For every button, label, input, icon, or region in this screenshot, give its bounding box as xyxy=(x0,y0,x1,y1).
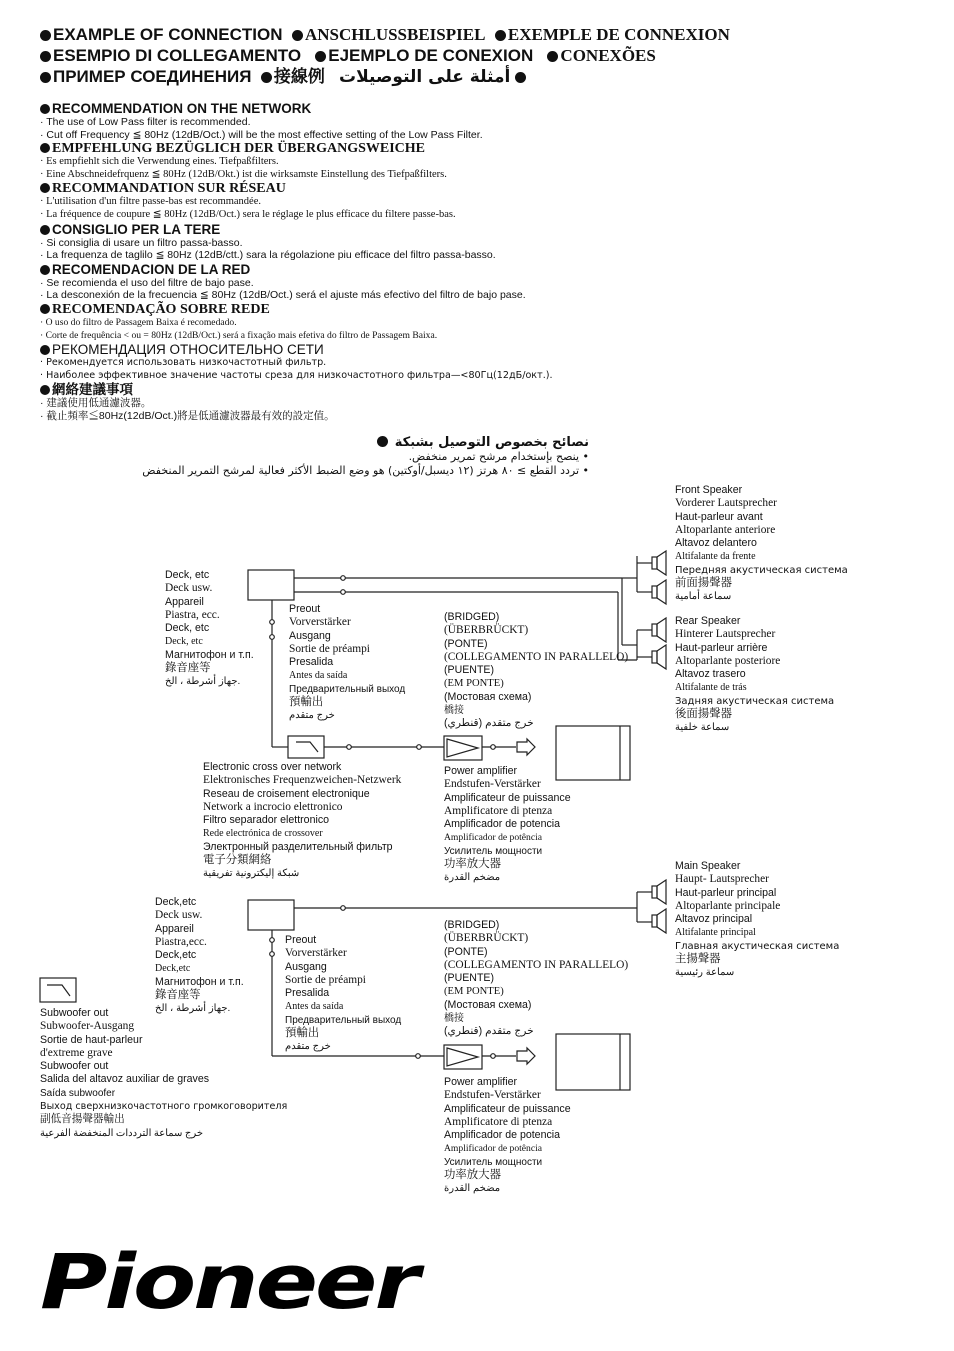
rec-heading-en: RECOMMENDATION ON THE NETWORK xyxy=(40,101,553,116)
deck-2-box xyxy=(248,900,294,930)
rec-line: · The use of Low Pass filter is recommended. xyxy=(40,116,251,128)
deck-1-box xyxy=(248,570,294,600)
title-it: ESEMPIO DI COLLEGAMENTO xyxy=(53,46,302,65)
deck-2-label: Deck,etc Deck usw. Appareil Piastra,ecc. Deck,etc Deck,etc Магнитофон и т.п. 錄音座等 جهاز أشرطة ، الخ. xyxy=(155,896,244,1015)
speaker-icon xyxy=(652,880,666,933)
deck-1-label: Deck, etc Deck usw. Appareil Piastra, ecc. Deck, etc Deck, etc Магнитофон и т.п. 錄音座等 جهاز أشرطة ، الخ. xyxy=(165,569,254,688)
rec-line: · O uso do filtro de Passagem Baixa é recomedado. xyxy=(40,316,237,328)
title-en: EXAMPLE OF CONNECTION xyxy=(53,25,283,44)
bridged-1-label: (BRIDGED) (ÜBERBRÜCKT) (PONTE) (COLLEGAMENTO IN PARALLELO) (PUENTE) (EM PONTE) (Мостовая схема) 橋接 خرج متقدم (قنطري) xyxy=(444,611,629,730)
title-zh: 接線例 xyxy=(273,67,325,86)
rec-line: · Eine Abschneidefrquenz ≦ 80Hz (12dB/Okt.) ist die wirksamste Einstellung des Tiefpaßfilters. xyxy=(40,168,447,180)
rec-heading-ar: نصائح بخصوص التوصيل بشبكة xyxy=(142,436,589,450)
rear-speaker-label: Rear Speaker Hinterer Lautsprecher Haut-parleur arrière Altoparlante posteriore Altavoz trasero Altifalante de trás Задняя акустическая система 後面揚聲器 سماعة خلفية xyxy=(675,615,835,734)
title-ru: ПРИМЕР СОЕДИНЕНИЯ xyxy=(53,67,252,86)
lowpass-filter-icon xyxy=(40,978,76,1002)
rec-line: · 建議使用低通濾波器。 xyxy=(40,397,152,410)
rec-line: · Наиболее эффективное значение частоты среза для низкочастотного фильтра—<80Гц(12дБ/окт.). xyxy=(40,369,553,381)
pioneer-logo: Pioneer xyxy=(40,1238,417,1327)
rec-line: · Se recomienda el uso del filtre de bajo pase. xyxy=(40,276,254,289)
title-de: ANSCHLUSSBEISPIEL xyxy=(304,25,486,44)
rec-line: · Cut off Frequency ≦ 80Hz (12dB/Oct.) will be the most effective setting of the Low Pass Filter. xyxy=(40,128,483,141)
rec-line: · La frequenza de taglilo ≦ 80Hz (12dB/ctt.) sara la régolazione piu efficace del filtro passa-basso. xyxy=(40,249,496,262)
title-pt: CONEXÕES xyxy=(560,46,656,65)
rec-line: • تردد القطع ≥ ٨٠ هرتز (١٢ ديسبل/أوكتين) هو وضع الضبط الأكثر فعالية لمرشح التمرير المنخفض xyxy=(142,464,589,477)
rec-line: · L'utilisation d'un filtre passe-bas est recommandée. xyxy=(40,196,262,208)
rec-heading-es: RECOMENDACION DE LA RED xyxy=(40,262,553,277)
bridged-2-label: (BRIDGED) (ÜBERBRÜCKT) (PONTE) (COLLEGAMENTO IN PARALLELO) (PUENTE) (EM PONTE) (Мостовая схема) 橋接 خرج متقدم (قنطري) xyxy=(444,919,629,1038)
crossover-label: Electronic cross over network Elektronisches Frequenzweichen-Netzwerk Reseau de croisement electronique Network a incrocio elettronico Filtro separador elettronico Rede electrónica de crossover Электронный разделительный фильтр 電子分類網絡 شبكة إليكترونية تفريقية xyxy=(203,761,402,880)
rec-heading-pt: RECOMENDAÇÃO SOBRE REDE xyxy=(40,302,553,317)
rec-heading-it: CONSIGLIO PER LA TERE xyxy=(40,222,553,237)
crossover-1-box xyxy=(288,736,324,758)
title-fr: EXEMPLE DE CONNEXION xyxy=(507,25,730,44)
amp-2-label: Power amplifier Endstufen-Verstärker Amplificateur de puissance Amplificatore di ptenza Amplificador de potencia Amplificador de potência Усилитель мощности 功率放大器 مضخم القدرة xyxy=(444,1076,571,1195)
rec-heading-de: EMPFEHLUNG BEZÜGLICH DER ÜBERGANGSWEICHE xyxy=(40,141,553,156)
rec-heading-zh: 網絡建議事項 xyxy=(40,382,553,397)
rec-heading-ru: РЕКОМЕНДАЦИЯ ОТНОСИТЕЛЬНО СЕТИ xyxy=(40,342,553,357)
subwoofer-label: Subwoofer out Subwoofer-Ausgang Sortie de haut-parleur d'extreme grave Subwoofer out Salida del altavoz auxiliar de graves Saída subwoofer Выход сверхнизкочастотного громкоговорителя 副低音揚聲器輸出 خرج سماعة الترددات المنخفضة الفرعية xyxy=(40,1007,288,1139)
rec-line: · La desconexión de la frecuencia ≦ 80Hz (12dB/Oct.) será el ajuste más efectivo del filtro de bajo pase. xyxy=(40,289,526,302)
preout-1-label: Preout Vorverstärker Ausgang Sortie de préampi Presalida Antes da saída Предварительный выход 預輸出 خرج متقدم xyxy=(289,603,406,722)
rec-line: · La fréquence de coupure ≦ 80Hz (12dB/Oct.) sera le réglage le plus efficace du filtere passe-bas. xyxy=(40,208,456,220)
rec-line: · Corte de frequência < ou = 80Hz (12dB/Oct.) será a fixação mais efetiva do filtro de Passagem Baixa. xyxy=(40,329,438,341)
speaker-icon xyxy=(652,551,666,669)
amp-1-label: Power amplifier Endstufen-Verstärker Amplificateur de puissance Amplificatore di ptenza Amplificador de potencia Amplificador de potência Усилитель мощности 功率放大器 مضخم القدرة xyxy=(444,765,571,884)
preout-2-label: Preout Vorverstärker Ausgang Sortie de préampi Presalida Antes da saída Предварительный выход 預輸出 خرج متقدم xyxy=(285,934,402,1053)
rec-line: · Рекомендуется использовать низкочастотный фильтр. xyxy=(40,357,327,369)
rec-line: · Es empfiehlt sich die Verwendung eines. Tiefpaßfilters. xyxy=(40,156,279,168)
rec-line: · Si consiglia di usare un filtro passa-basso. xyxy=(40,236,243,249)
main-speaker-label: Main Speaker Haupt- Lautsprecher Haut-parleur principal Altoparlante principale Altavoz principal Altifalante principal Главная акустическая система 主揚聲器 سماعة رئيسية xyxy=(675,860,840,979)
rec-line: • ينصح بإستخدام مرشح تمرير منخفض. xyxy=(408,450,589,463)
rec-line: · 截止頻率≦80Hz(12dB/Oct.)將是低通濾波器最有效的設定值。 xyxy=(40,409,335,422)
title-es: EJEMPLO DE CONEXION xyxy=(328,46,534,65)
title-ar: أمثلة على التوصيلات xyxy=(339,67,511,87)
rec-heading-fr: RECOMMANDATION SUR RÉSEAU xyxy=(40,181,553,196)
front-speaker-label: Front Speaker Vorderer Lautsprecher Haut-parleur avant Altoparlante anteriore Altavoz delantero Altifalante da frente Передняя акустическая система 前面揚聲器 سماعة أمامية xyxy=(675,484,848,603)
